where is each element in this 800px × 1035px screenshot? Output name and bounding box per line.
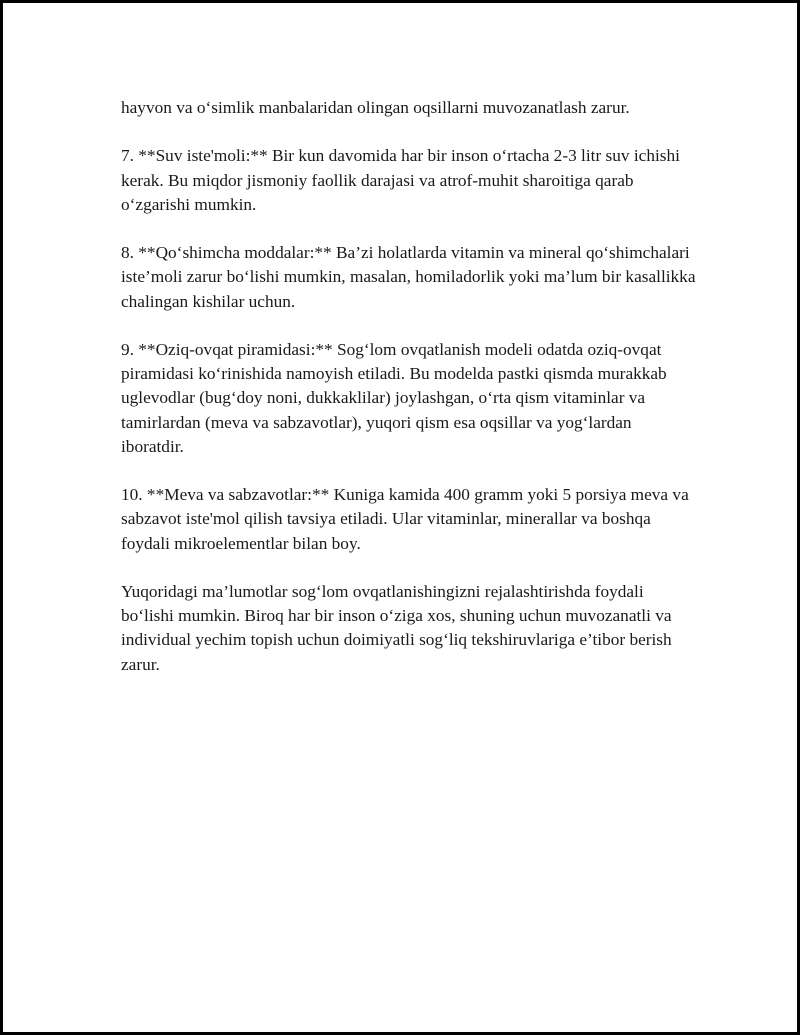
paragraph-conclusion: Yuqoridagi ma’lumotlar sog‘lom ovqatlanishingizni rejalashtirishda foydali bo‘lishi mumkin. Biroq har bir inson o‘ziga xos, shuning uchun muvozanatli va individual yechim topish uchun doimiyatli sog‘liq tekshiruvlariga e’tibor berish zarur.	[121, 581, 672, 674]
document-body	[121, 96, 696, 701]
paragraph-fruits-vegetables: 10. **Meva va sabzavotlar:** Kuniga kamida 400 gramm yoki 5 porsiya meva va sabzavot iste'mol qilish tavsiya etiladi. Ular vitaminlar, minerallar va boshqa foydali mikroelementlar bilan boy.	[121, 485, 689, 553]
paragraph-water-intake: 7. **Suv iste'moli:** Bir kun davomida har bir inson o‘rtacha 2-3 litr suv ichishi kerak. Bu miqdor jismoniy faollik darajasi va atrof-muhit sharoitiga qarab o‘zgarishi mumkin.	[121, 146, 680, 214]
paragraph-protein-balance: hayvon va o‘simlik manbalaridan olingan oqsillarni muvozanatlash zarur.	[121, 98, 630, 117]
paragraph-food-pyramid: 9. **Oziq-ovqat piramidasi:** Sog‘lom ovqatlanish modeli odatda oziq-ovqat piramidasi ko‘rinishida namoyish etiladi. Bu modelda pastki qismda murakkab uglevodlar (bug‘doy noni, dukkaklilar) joylashgan, o‘rta qism vitaminlar va tamirlardan (meva va sabzavotlar), yuqori qism esa oqsillar va yog‘lardan iboratdir.	[121, 339, 667, 456]
paragraph-supplements: 8. **Qo‘shimcha moddalar:** Ba’zi holatlarda vitamin va mineral qo‘shimchalari iste’moli zarur bo‘lishi mumkin, masalan, homiladorlik yoki ma’lum bir kasallikka chalingan kishilar uchun.	[121, 243, 696, 311]
